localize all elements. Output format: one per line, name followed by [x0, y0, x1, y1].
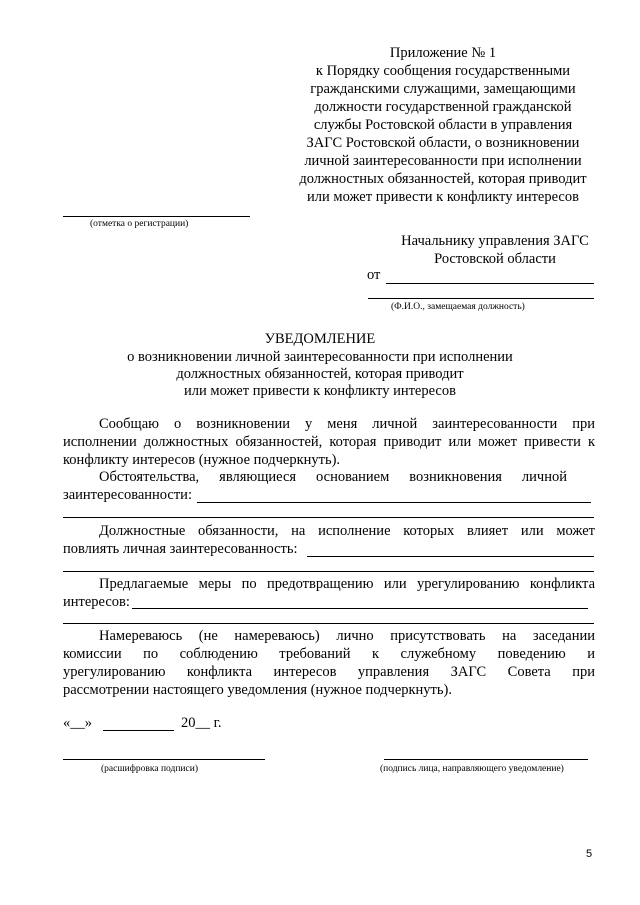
paragraph-2-line: Обстоятельства, являющиеся основанием возникновения личной — [99, 469, 567, 485]
appendix-header — [288, 44, 598, 206]
from-field-line-2[interactable] — [368, 298, 594, 299]
appendix-line: должности государственной гражданской — [314, 99, 572, 115]
paragraph-5-line: рассмотрении настоящего уведомления (нужное подчеркнуть). — [63, 682, 452, 698]
paragraph-5-line: комиссии по соблюдению требований к служебному поведению и — [63, 646, 595, 662]
date-month-field[interactable] — [103, 730, 174, 731]
signature-caption: (подпись лица, направляющего уведомление) — [380, 764, 564, 774]
appendix-line: ЗАГС Ростовской области, о возникновении — [306, 135, 580, 151]
appendix-line: или может привести к конфликту интересов — [307, 189, 579, 205]
name-decode-line[interactable] — [63, 759, 265, 760]
notice-subtitle-line: должностных обязанностей, которая приводит — [176, 366, 464, 382]
date-year: 20__ г. — [181, 715, 222, 731]
appendix-line: должностных обязанностей, которая приводит — [299, 171, 587, 187]
duties-label: повлиять личная заинтересованность: — [63, 541, 298, 557]
appendix-line: службы Ростовской области в управления — [313, 117, 573, 133]
notice-subtitle-line: или может привести к конфликту интересов — [184, 383, 456, 399]
notice-subtitle-line: о возникновении личной заинтересованности при исполнении — [127, 349, 513, 365]
addressee-line-1: Начальнику управления ЗАГС — [401, 233, 589, 249]
appendix-line: к Порядку сообщения государственными — [315, 63, 571, 79]
from-label: от — [367, 267, 381, 283]
paragraph-1-line: Сообщаю о возникновении у меня личной заинтересованности при — [99, 416, 595, 432]
appendix-line: гражданскими служащими, замещающими — [310, 81, 576, 97]
date-quote: «__» — [63, 715, 92, 731]
measures-field-3[interactable] — [63, 623, 594, 624]
circumstances-field[interactable] — [197, 502, 433, 503]
name-decode-caption: (расшифровка подписи) — [101, 764, 198, 774]
addressee-caption: (Ф.И.О., замещаемая должность) — [391, 302, 525, 312]
paragraph-1-line: исполнении должностных обязанностей, которая приводит или может привести к — [63, 434, 595, 450]
paragraph-1-line: конфликту интересов (нужное подчеркнуть). — [63, 452, 341, 468]
paragraph-4-line: Предлагаемые меры по предотвращению или урегулированию конфликта — [99, 576, 595, 592]
signature-line[interactable] — [384, 759, 588, 760]
circumstances-label: заинтересованности: — [63, 487, 192, 503]
duties-field[interactable] — [307, 556, 594, 557]
paragraph-5-line: урегулированию конфликта интересов управления ЗАГС Совета при — [63, 664, 595, 680]
measures-field-2[interactable] — [220, 608, 588, 609]
paragraph-3-line: Должностные обязанности, на исполнение которых влияет или может — [99, 523, 595, 539]
notice-title: УВЕДОМЛЕНИЕ — [264, 331, 376, 347]
appendix-title: Приложение № 1 — [389, 45, 497, 61]
measures-field[interactable] — [132, 608, 220, 609]
addressee-line-2: Ростовской области — [434, 251, 556, 267]
registration-caption: (отметка о регистрации) — [90, 219, 189, 229]
registration-line — [63, 216, 250, 217]
duties-field-2[interactable] — [63, 571, 594, 572]
paragraph-5-line: Намереваюсь (не намереваюсь) лично присутствовать на заседании — [99, 628, 595, 644]
appendix-line: личной заинтересованности при исполнении — [304, 153, 582, 169]
from-field-line[interactable] — [386, 283, 594, 284]
circumstances-field-2[interactable] — [432, 502, 591, 503]
measures-label: интересов: — [63, 594, 130, 610]
circumstances-field-3[interactable] — [63, 517, 594, 518]
page-number: 5 — [586, 848, 593, 860]
